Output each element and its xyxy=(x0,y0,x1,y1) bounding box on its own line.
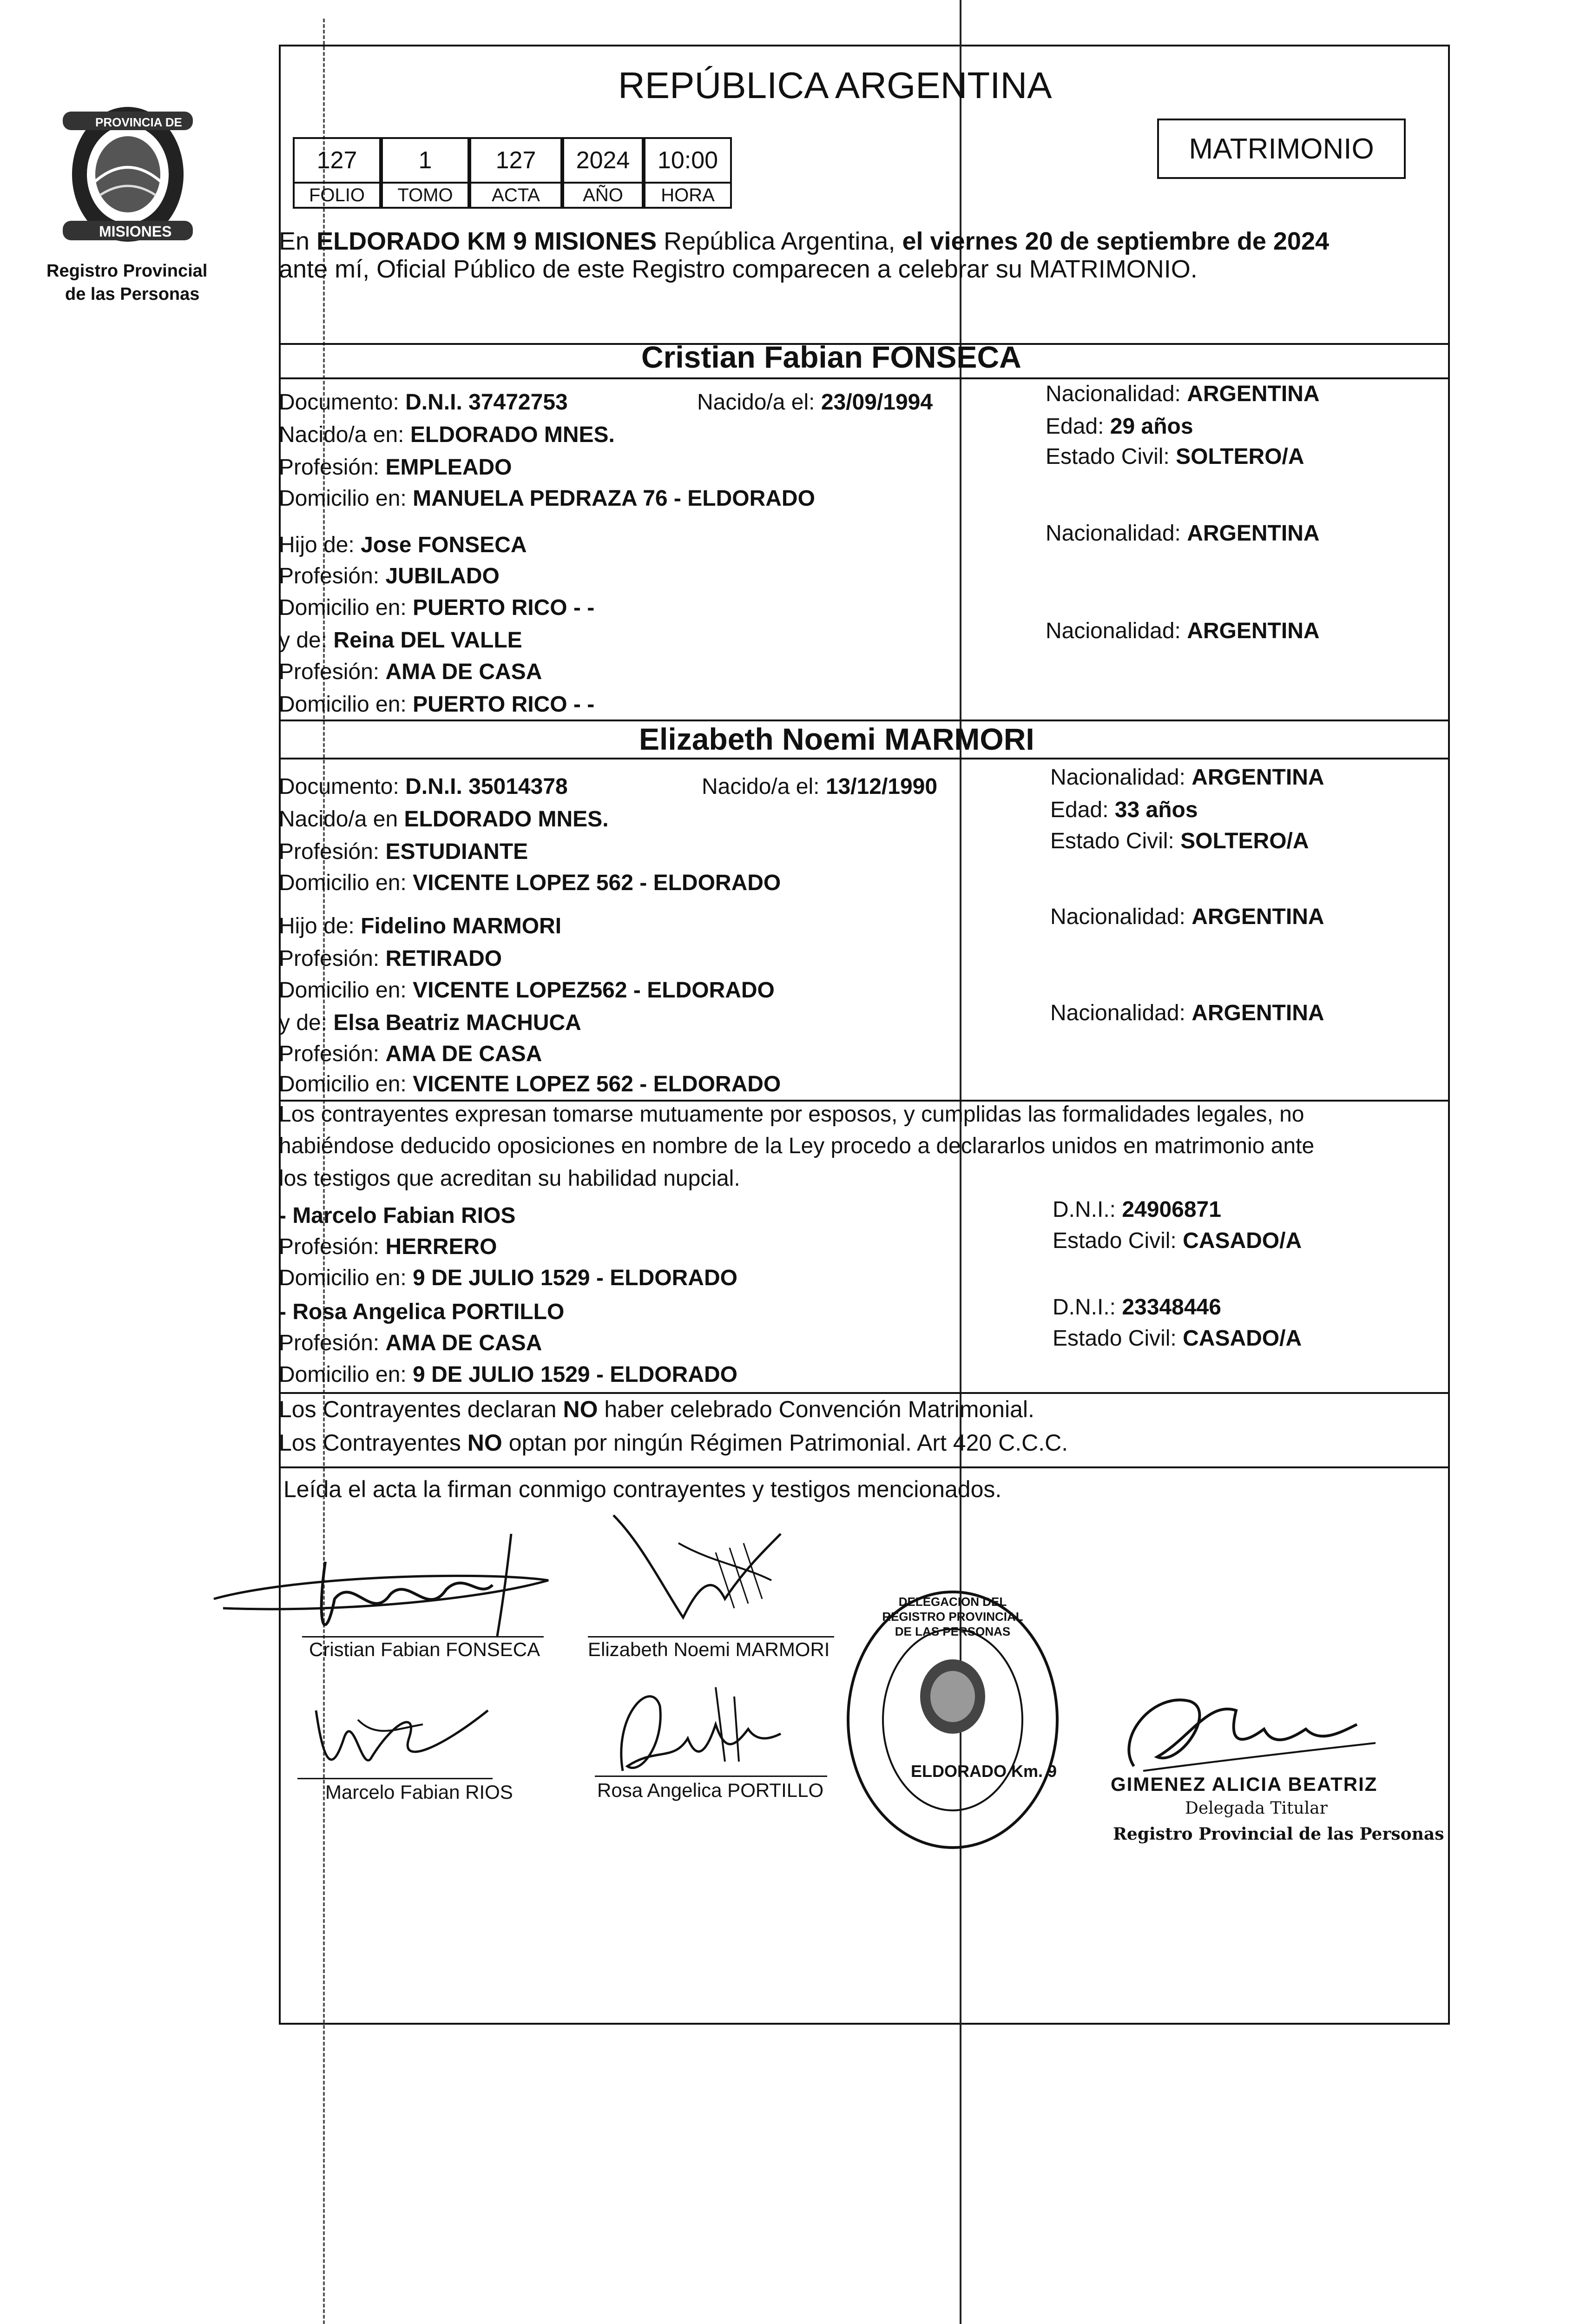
signature-label-4: Rosa Angelica PORTILLO xyxy=(597,1779,824,1801)
divider-party2 xyxy=(279,758,1450,759)
official-title: Delegada Titular xyxy=(1185,1799,1328,1818)
label: Nacido/a el: xyxy=(697,390,815,415)
label: Hijo de: xyxy=(279,533,355,557)
value: ARGENTINA xyxy=(1187,521,1320,546)
logo-bottom-text: MISIONES xyxy=(99,223,172,240)
label: D.N.I.: xyxy=(1053,1295,1116,1320)
official-name: GIMENEZ ALICIA BEATRIZ xyxy=(1111,1773,1378,1795)
value: 23348446 xyxy=(1122,1295,1221,1320)
value: D.N.I. 35014378 xyxy=(405,774,568,799)
label: Domicilio en: xyxy=(279,1072,407,1096)
text: haber celebrado Convención Matrimonial. xyxy=(598,1396,1034,1422)
value: ELDORADO MNES. xyxy=(404,807,609,832)
intro-place: ELDORADO KM 9 MISIONES xyxy=(316,227,657,255)
value: 29 años xyxy=(1110,414,1193,439)
party1-madre-domicilio xyxy=(279,692,594,717)
label: Documento: xyxy=(279,774,399,799)
label: Profesión: xyxy=(279,564,380,588)
declaration-line3: los testigos que acreditan su habilidad nupcial. xyxy=(279,1166,740,1191)
label: Edad: xyxy=(1046,414,1104,439)
label: Estado Civil: xyxy=(1053,1326,1177,1351)
value: ARGENTINA xyxy=(1187,619,1320,643)
party1-estado xyxy=(1046,444,1304,469)
value: AMA DE CASA xyxy=(385,660,542,684)
signature-2 xyxy=(604,1497,818,1645)
label: Estado Civil: xyxy=(1050,829,1174,853)
value: CASADO/A xyxy=(1183,1228,1302,1253)
party1-madre-profesion xyxy=(279,659,542,685)
intro-prefix: En xyxy=(279,227,317,255)
value: ELDORADO MNES. xyxy=(410,423,615,447)
page-title: REPÚBLICA ARGENTINA xyxy=(618,65,1052,106)
value: EMPLEADO xyxy=(385,455,512,480)
value: JUBILADO xyxy=(385,564,500,588)
logo-top-text: PROVINCIA DE xyxy=(95,115,182,129)
witness1-estado xyxy=(1053,1228,1302,1254)
witness2-profesion xyxy=(279,1330,542,1356)
label: Profesión: xyxy=(279,946,380,971)
label: Estado Civil: xyxy=(1046,444,1170,469)
value: 23/09/1994 xyxy=(821,390,933,415)
value: PUERTO RICO - - xyxy=(413,595,595,620)
intro-country: República Argentina, xyxy=(657,227,902,255)
tomo-value: 1 xyxy=(381,137,469,184)
party2-padre xyxy=(279,913,561,939)
label: Nacionalidad: xyxy=(1046,382,1181,406)
acta-value: 127 xyxy=(469,137,562,184)
acta-label: ACTA xyxy=(469,182,562,209)
registry-seal xyxy=(841,1585,1064,1855)
label: Nacido/a en xyxy=(279,807,398,832)
label: Edad: xyxy=(1050,798,1109,822)
signature-label-1: Cristian Fabian FONSECA xyxy=(309,1638,540,1660)
value: HERRERO xyxy=(385,1235,497,1259)
witness2-dni xyxy=(1053,1294,1221,1320)
witness1-dni xyxy=(1053,1197,1221,1222)
party1-madre xyxy=(279,627,522,653)
folio-label: FOLIO xyxy=(293,182,381,209)
convention-line1 xyxy=(279,1396,1034,1423)
signature-line-1 xyxy=(302,1636,544,1637)
label: Documento: xyxy=(279,390,399,415)
value: 33 años xyxy=(1114,798,1198,822)
label: Profesión: xyxy=(279,839,380,864)
party2-padre-domicilio xyxy=(279,977,775,1003)
value: AMA DE CASA xyxy=(385,1331,542,1355)
registry-name-line2: de las Personas xyxy=(65,284,200,304)
intro-line1 xyxy=(279,227,1329,256)
party2-documento xyxy=(279,774,568,799)
party1-padre-nac xyxy=(1046,521,1320,546)
value: VICENTE LOPEZ 562 - ELDORADO xyxy=(413,871,781,895)
seal-ring-text: DELEGACION DEL REGISTRO PROVINCIAL DE LAS PERSONAS xyxy=(882,1595,1023,1638)
value: PUERTO RICO - - xyxy=(413,692,595,717)
value: SOLTERO/A xyxy=(1180,829,1309,853)
party2-nacionalidad xyxy=(1050,765,1324,790)
value: D.N.I. 37472753 xyxy=(405,390,568,415)
hora-value: 10:00 xyxy=(644,137,732,184)
value: AMA DE CASA xyxy=(385,1042,542,1066)
signature-line-4 xyxy=(595,1776,827,1777)
tomo-label: TOMO xyxy=(381,182,469,209)
value: Reina DEL VALLE xyxy=(333,628,522,653)
party2-nacido xyxy=(702,774,937,799)
party1-nacido xyxy=(697,390,933,415)
party1-domicilio xyxy=(279,486,815,511)
party1-padre-profesion xyxy=(279,563,500,589)
signature-1 xyxy=(204,1506,567,1655)
party1-lugar xyxy=(279,422,615,448)
party1-nacionalidad xyxy=(1046,381,1320,407)
value: 9 DE JULIO 1529 - ELDORADO xyxy=(413,1266,737,1290)
declaration-line2: habiéndose deducido oposiciones en nombre de la Ley procedo a declararlos unidos en matrimonio ante xyxy=(279,1134,1315,1158)
value: 24906871 xyxy=(1122,1197,1221,1222)
value: MANUELA PEDRAZA 76 - ELDORADO xyxy=(413,486,815,511)
declaration-line1: Los contrayentes expresan tomarse mutuamente por esposos, y cumplidas las formalidades legales, no xyxy=(279,1102,1304,1127)
party2-padre-profesion xyxy=(279,946,502,971)
value: VICENTE LOPEZ562 - ELDORADO xyxy=(413,978,775,1003)
label: Nacionalidad: xyxy=(1050,765,1185,790)
party1-padre xyxy=(279,532,527,558)
witness2-domicilio xyxy=(279,1362,737,1387)
label: Profesión: xyxy=(279,455,380,480)
divider-party1 xyxy=(279,377,1450,379)
label: Nacionalidad: xyxy=(1046,521,1181,546)
label: Domicilio en: xyxy=(279,1266,407,1290)
party2-madre-nac xyxy=(1050,1000,1324,1026)
label: Nacido/a en: xyxy=(279,423,404,447)
label: Domicilio en: xyxy=(279,595,407,620)
label: Nacionalidad: xyxy=(1050,1001,1185,1025)
registry-logo xyxy=(44,98,211,251)
party1-madre-nac xyxy=(1046,618,1320,644)
closing-text: Leída el acta la firman conmigo contrayentes y testigos mencionados. xyxy=(283,1476,1002,1502)
official-registry: Registro Provincial de las Personas xyxy=(1113,1824,1444,1844)
witness1-name: - Marcelo Fabian RIOS xyxy=(279,1203,516,1228)
party2-madre-profesion xyxy=(279,1041,542,1067)
label: D.N.I.: xyxy=(1053,1197,1116,1222)
party2-domicilio xyxy=(279,870,781,896)
text: optan por ningún Régimen Patrimonial. Art 420 C.C.C. xyxy=(502,1430,1068,1456)
party2-profesion xyxy=(279,839,528,865)
party1-profesion xyxy=(279,455,512,480)
party2-padre-nac xyxy=(1050,904,1324,930)
convention-line2 xyxy=(279,1429,1068,1456)
witness1-profesion xyxy=(279,1234,497,1260)
party2-edad xyxy=(1050,797,1198,823)
label: Profesión: xyxy=(279,660,380,684)
label: Domicilio en: xyxy=(279,486,407,511)
value: ARGENTINA xyxy=(1192,1001,1324,1025)
folio-value: 127 xyxy=(293,137,381,184)
text: Los Contrayentes xyxy=(279,1430,467,1456)
anio-label: AÑO xyxy=(562,182,644,209)
no: NO xyxy=(563,1396,598,1422)
seal-center-text: ELDORADO Km. 9 xyxy=(911,1762,1057,1781)
label: Domicilio en: xyxy=(279,978,407,1003)
party1-edad xyxy=(1046,414,1193,439)
record-type-box: MATRIMONIO xyxy=(1157,119,1406,179)
value: VICENTE LOPEZ 562 - ELDORADO xyxy=(413,1072,781,1096)
label: Nacionalidad: xyxy=(1050,905,1185,929)
value: Jose FONSECA xyxy=(361,533,527,557)
value: ARGENTINA xyxy=(1192,765,1324,790)
party2-estado xyxy=(1050,828,1309,854)
witness2-estado xyxy=(1053,1326,1302,1351)
value: ESTUDIANTE xyxy=(385,839,528,864)
party1-documento xyxy=(279,390,568,415)
label: y de: xyxy=(279,1010,328,1035)
value: ARGENTINA xyxy=(1192,905,1324,929)
party2-madre xyxy=(279,1010,581,1036)
party2-madre-domicilio xyxy=(279,1071,781,1097)
value: ARGENTINA xyxy=(1187,382,1320,406)
intro-date: el viernes 20 de septiembre de 2024 xyxy=(902,227,1330,255)
label: Profesión: xyxy=(279,1042,380,1066)
intro-line2: ante mí, Oficial Público de este Registro comparecen a celebrar su MATRIMONIO. xyxy=(279,255,1198,283)
signature-label-3: Marcelo Fabian RIOS xyxy=(325,1781,513,1803)
signature-3 xyxy=(302,1683,502,1794)
value: Fidelino MARMORI xyxy=(361,914,562,938)
value: RETIRADO xyxy=(385,946,502,971)
witness2-name: - Rosa Angelica PORTILLO xyxy=(279,1300,565,1324)
text: Los Contrayentes declaran xyxy=(279,1396,563,1422)
label: Domicilio en: xyxy=(279,871,407,895)
party2-lugar xyxy=(279,806,609,832)
registry-name-line1: Registro Provincial xyxy=(46,261,208,281)
divider-closing xyxy=(279,1466,1450,1468)
value: 9 DE JULIO 1529 - ELDORADO xyxy=(413,1362,737,1387)
divider-convention xyxy=(279,1392,1450,1394)
label: Profesión: xyxy=(279,1331,380,1355)
signature-label-2: Elizabeth Noemi MARMORI xyxy=(588,1638,830,1660)
party1-padre-domicilio xyxy=(279,595,594,621)
value: CASADO/A xyxy=(1183,1326,1302,1351)
label: Nacido/a el: xyxy=(702,774,820,799)
label: Domicilio en: xyxy=(279,692,407,717)
party1-name: Cristian Fabian FONSECA xyxy=(641,340,1021,374)
label: Domicilio en: xyxy=(279,1362,407,1387)
signature-line-2 xyxy=(588,1636,834,1637)
witness1-domicilio xyxy=(279,1265,737,1291)
value: Elsa Beatriz MACHUCA xyxy=(333,1010,581,1035)
label: y de: xyxy=(279,628,328,653)
value: SOLTERO/A xyxy=(1176,444,1304,469)
anio-value: 2024 xyxy=(562,137,644,184)
no: NO xyxy=(467,1430,502,1456)
label: Hijo de: xyxy=(279,914,355,938)
label: Estado Civil: xyxy=(1053,1228,1177,1253)
label: Profesión: xyxy=(279,1235,380,1259)
signature-line-3 xyxy=(297,1778,493,1779)
party2-name: Elizabeth Noemi MARMORI xyxy=(639,722,1034,756)
hora-label: HORA xyxy=(644,182,732,209)
value: 13/12/1990 xyxy=(825,774,938,799)
label: Nacionalidad: xyxy=(1046,619,1181,643)
